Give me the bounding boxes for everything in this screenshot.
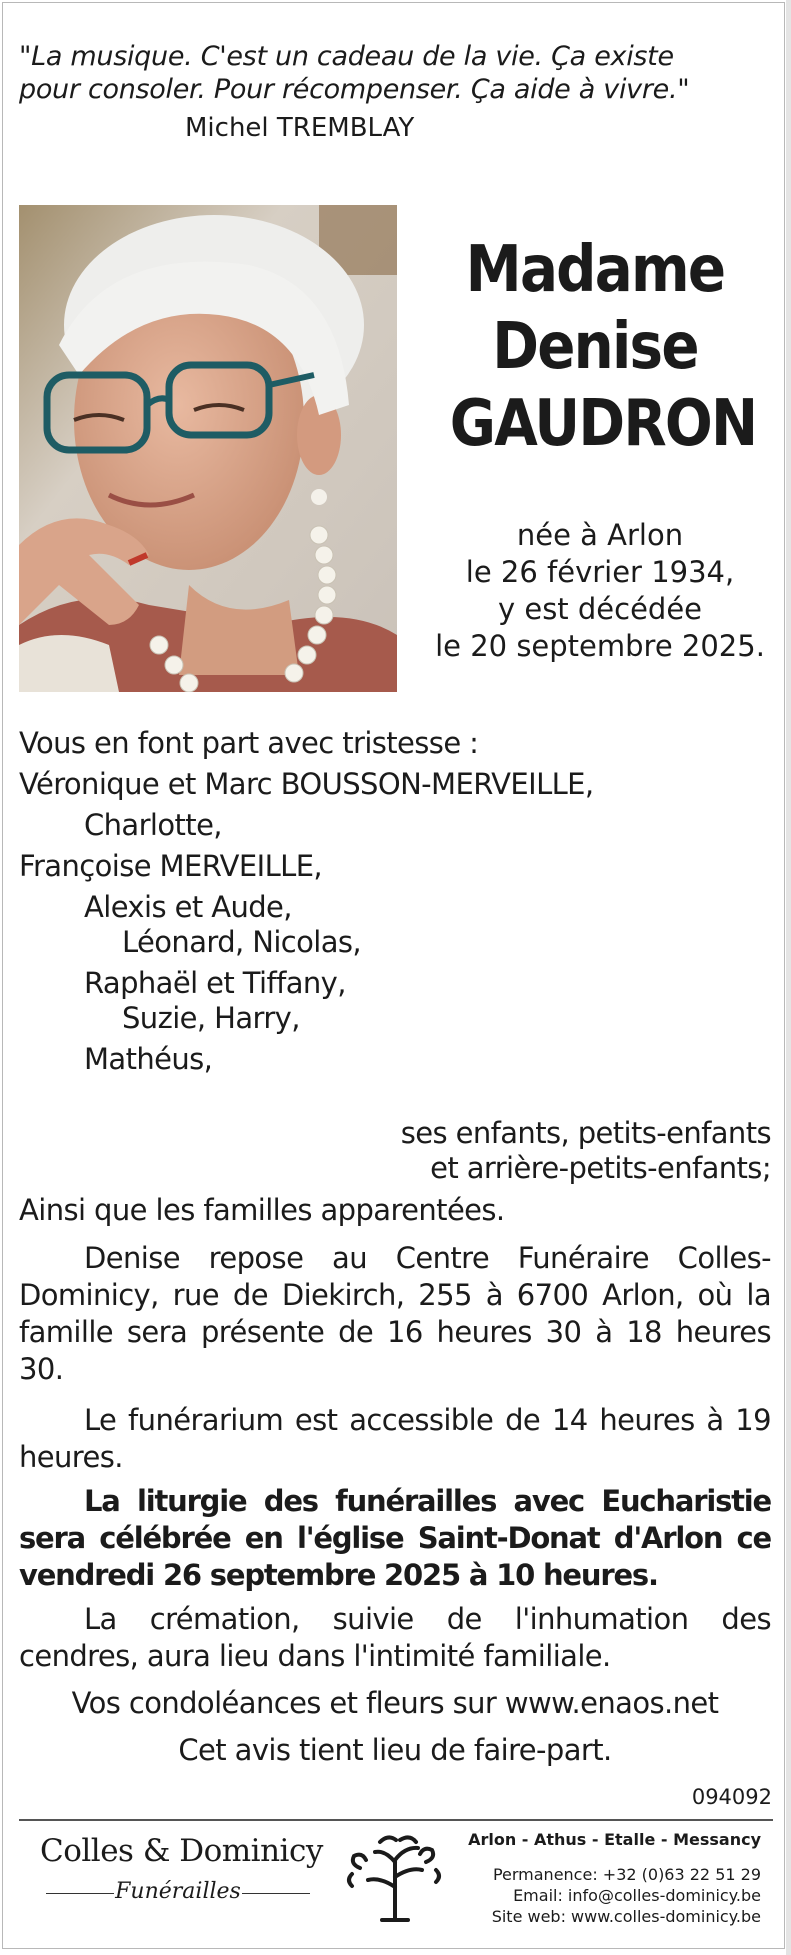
liturgy-text: La liturgie des funérailles avec Eucharistie sera célébrée en l'église Saint-Donat d'Arlon ce vendredi 26 septembre 2025 à 10 heures.	[19, 1484, 771, 1592]
family-member: Charlotte,	[84, 808, 222, 842]
funeral-home-name: Colles & Dominicy	[40, 1833, 323, 1869]
epigraph-quote	[19, 40, 779, 106]
quote-author: Michel TREMBLAY	[185, 113, 415, 143]
birth-date: le 26 février 1934,	[465, 555, 735, 589]
access-text: Le funérarium est accessible de 14 heures à 19 heures.	[19, 1403, 771, 1474]
notice-reference: 094092	[691, 1785, 772, 1809]
contact-website: Site web: www.colles-dominicy.be	[491, 1907, 761, 1926]
rest-paragraph	[19, 1240, 771, 1388]
quote-line-1: "La musique. C'est un cadeau de la vie. Ça existe	[19, 41, 674, 72]
portrait-illustration	[19, 205, 397, 692]
death-place: y est décédée	[497, 592, 703, 626]
access-paragraph	[19, 1402, 771, 1476]
family-member: Françoise MERVEILLE,	[19, 849, 323, 883]
cremation-text: La crémation, suivie de l'inhumation des cendres, aura lieu dans l'intimité familiale.	[19, 1602, 771, 1673]
family-member: Mathéus,	[84, 1042, 213, 1076]
deceased-first-name: Denise	[492, 310, 698, 384]
family-intro: Vous en font part avec tristesse :	[19, 726, 479, 760]
funeral-home-towns: Arlon - Athus - Etalle - Messancy	[468, 1830, 761, 1849]
family-member: Suzie, Harry,	[122, 1001, 300, 1035]
rest-text: Denise repose au Centre Funéraire Colles-Dominicy, rue de Diekirch, 255 à 6700 Arlon, où la famille sera présente de 16 heures 30 à 18 heures 30.	[19, 1241, 771, 1386]
footer-divider	[19, 1819, 773, 1821]
deceased-name	[449, 232, 757, 463]
family-relation: et arrière-petits-enfants;	[430, 1151, 771, 1185]
liturgy-paragraph	[19, 1483, 771, 1594]
funeral-home-subtitle: Funérailles	[40, 1879, 316, 1904]
quote-line-2: pour consoler. Pour récompenser. Ça aide à vivre."	[19, 74, 690, 105]
deceased-last-name: GAUDRON	[449, 387, 757, 461]
deceased-title: Madame	[465, 233, 725, 307]
condolences-line: Vos condoléances et fleurs sur www.enaos.net	[71, 1686, 719, 1720]
cremation-paragraph	[19, 1601, 771, 1675]
family-member: Raphaël et Tiffany,	[84, 966, 346, 1000]
funeral-home-contact	[492, 1864, 761, 1927]
family-member: Léonard, Nicolas,	[122, 925, 362, 959]
family-member: Alexis et Aude,	[84, 890, 292, 924]
birth-place: née à Arlon	[516, 518, 684, 552]
notice-line: Cet avis tient lieu de faire-part.	[178, 1733, 612, 1767]
contact-phone: Permanence: +32 (0)63 22 51 29	[492, 1865, 761, 1884]
death-date: le 20 septembre 2025.	[435, 629, 765, 663]
family-relation: ses enfants, petits-enfants	[400, 1116, 771, 1150]
family-member: Véronique et Marc BOUSSON-MERVEILLE,	[19, 767, 594, 801]
page-edge	[786, 0, 791, 1955]
extended-family: Ainsi que les familles apparentées.	[19, 1193, 505, 1227]
portrait-photo	[19, 205, 397, 692]
life-dates	[420, 517, 780, 665]
contact-email: Email: info@colles-dominicy.be	[513, 1886, 761, 1905]
tree-icon	[340, 1832, 450, 1922]
